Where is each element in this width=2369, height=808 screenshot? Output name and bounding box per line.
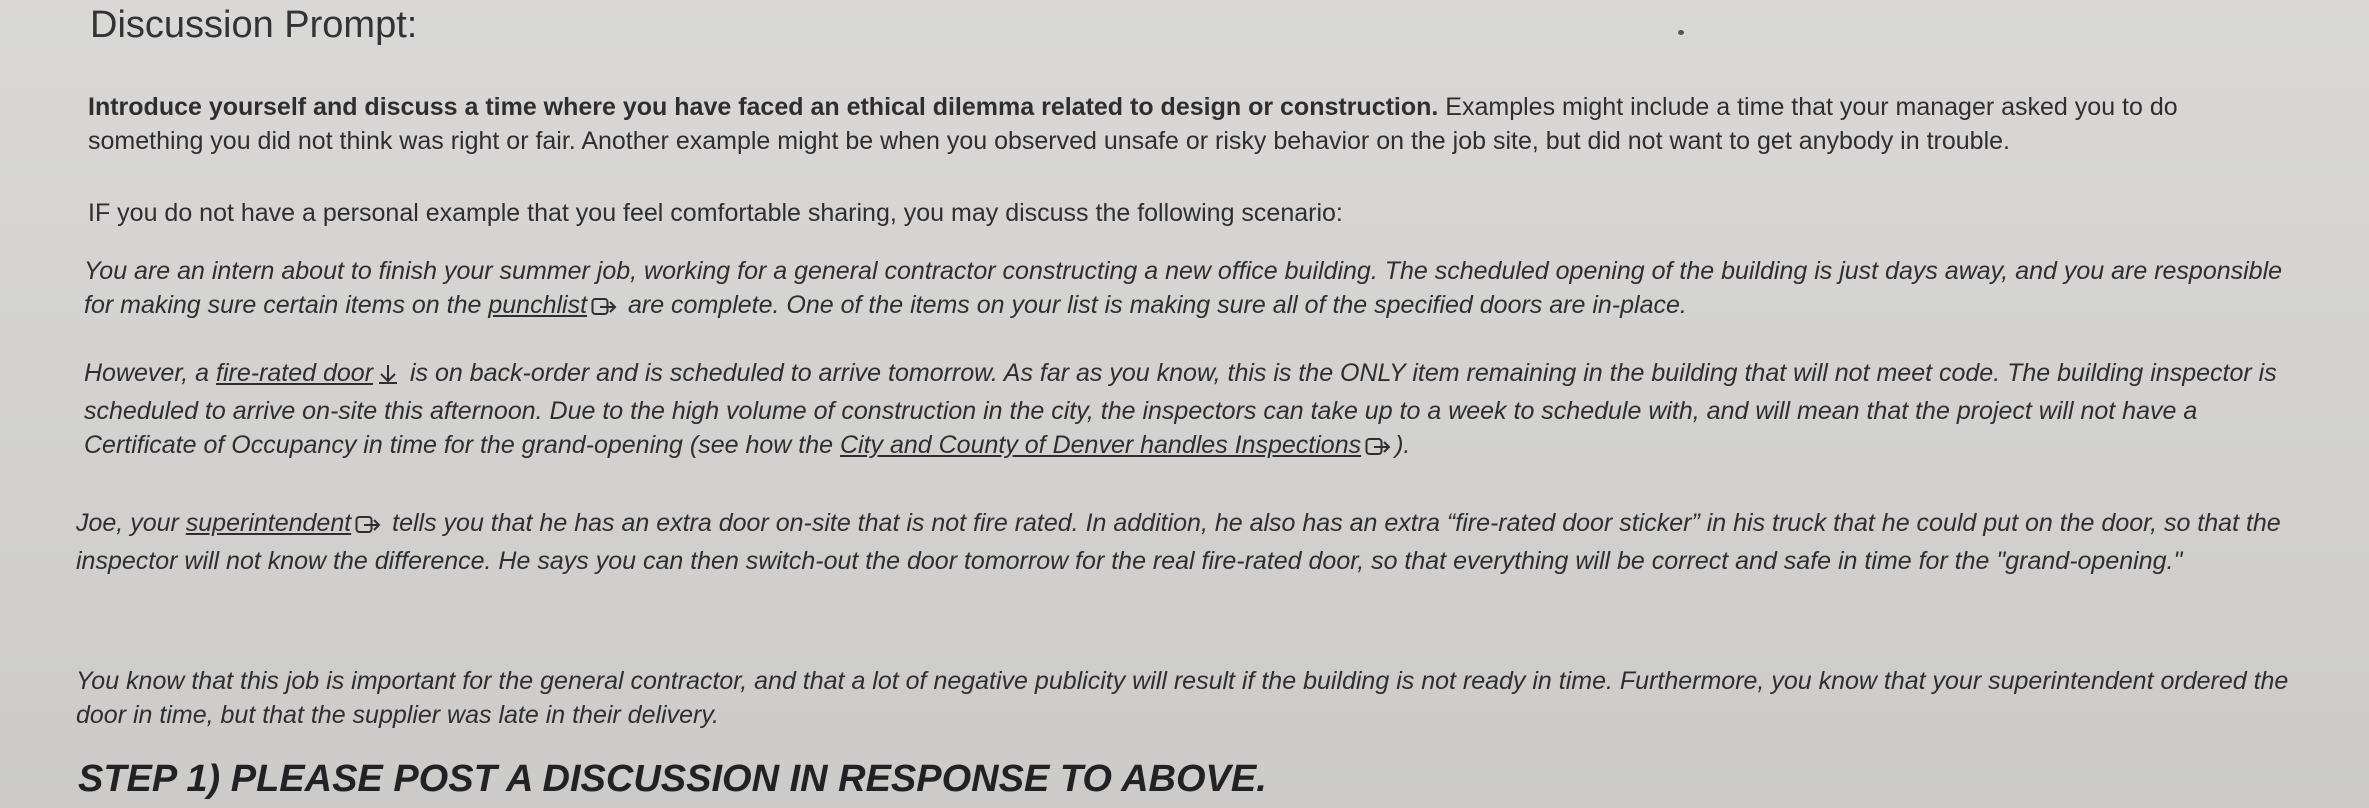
scenario1-text-b: are complete. One of the items on your list is making sure all of the specified doors are in-place. — [621, 291, 1687, 319]
scenario-paragraph-1 — [84, 254, 2294, 326]
superintendent-link[interactable]: superintendent — [185, 509, 352, 537]
scenario2-text-c: ). — [1395, 431, 1411, 459]
intro-paragraph — [88, 90, 2288, 158]
scenario2-text-a: However, a — [84, 359, 217, 387]
if-paragraph: IF you do not have a personal example that you feel comfortable sharing, you may discuss the following scenario: — [88, 199, 1343, 227]
scenario-paragraph-2 — [84, 356, 2294, 466]
scenario3-text-b: tells you that he has an extra door on-site that is not fire rated. In addition, he also has an extra “fire-rated door sticker” in his truck that he could put on the door, so that the inspector will not know the difference. He says you can then switch-out the door tomorrow for the real fire-rated door, so that everything will be correct and safe in time for the "grand-opening." — [76, 509, 2281, 575]
punchlist-link[interactable]: punchlist — [488, 291, 588, 319]
intro-rest-text: Examples might include a time that your manager asked you to do something you did not think was right or fair. Another example might be when you observed unsafe or risky behavior on the job site, but did not want to get anybody in trouble. — [88, 93, 2178, 155]
scenario2-text-b: is on back-order and is scheduled to arrive tomorrow. As far as you know, this is the ONLY item remaining in the building that will not meet code. The building inspector is scheduled to arrive on-site this afternoon. Due to the high volume of construction in the city, the inspectors can take up to a week to schedule with, and will mean that the project will not have a Certificate of Occupancy in time for the grand-opening (see how the — [84, 359, 2277, 459]
page-title: Discussion Prompt: — [90, 4, 418, 46]
external-link-icon[interactable] — [355, 510, 381, 544]
denver-inspections-link[interactable]: City and County of Denver handles Inspections — [839, 431, 1362, 459]
external-link-icon[interactable] — [591, 292, 617, 326]
fire-rated-door-link[interactable]: fire-rated door — [216, 359, 374, 387]
scenario1-text-a: You are an intern about to finish your summer job, working for a general contractor constructing a new office building. The scheduled opening of the building is just days away, and you are responsible for making sure certain items on the — [84, 257, 2283, 319]
external-link-icon[interactable] — [1365, 432, 1391, 466]
step-1-instruction: STEP 1) PLEASE POST A DISCUSSION IN RESPONSE TO ABOVE. — [78, 758, 1267, 800]
scenario-paragraph-3 — [76, 506, 2296, 578]
scenario-paragraph-4: You know that this job is important for the general contractor, and that a lot of negative publicity will result if the building is not ready in time. Furthermore, you know that your superintendent ordered the door in time, but that the supplier was late in their delivery. — [76, 667, 2289, 729]
scenario3-text-a: Joe, your — [76, 509, 186, 537]
intro-bold-text: Introduce yourself and discuss a time where you have faced an ethical dilemma related to design or construction. — [88, 93, 1439, 121]
download-icon[interactable] — [377, 360, 399, 394]
dust-speck — [1678, 30, 1684, 35]
